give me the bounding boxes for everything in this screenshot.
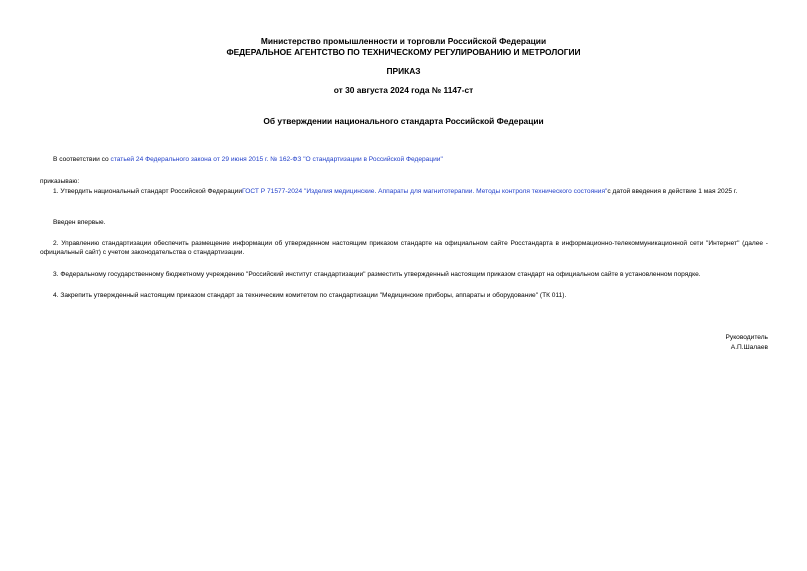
first-introduced-note: Введен впервые. <box>53 219 106 226</box>
preamble-text: В соответствии со <box>53 156 111 163</box>
signature-position: Руководитель <box>725 334 768 341</box>
gost-standard-link[interactable]: ГОСТ Р 71577-2024 "Изделия медицинские. Аппараты для магнитотерапии. Методы контроля технического состояния" <box>242 188 608 195</box>
item-1-text: 1. Утвердить национальный стандарт Российской Федерации <box>53 188 243 195</box>
ministry-name: Министерство промышленности и торговли Российской Федерации <box>260 36 547 46</box>
item-1-paragraph <box>40 187 768 196</box>
signature-name: А.П.Шалаев <box>730 344 768 351</box>
order-word: приказываю: <box>40 178 80 185</box>
item-2-paragraph: 2. Управлению стандартизации обеспечить размещение информации об утвержденном настоящим приказом стандарте на официальном сайте Росстандарта в информационно-телекоммуникационной сети "Интернет" (далее - официальный сайт) с учетом законодательства о стандартизации. <box>40 240 768 256</box>
document-title: Об утверждении национального стандарта Российской Федерации <box>263 116 544 126</box>
document-type: ПРИКАЗ <box>386 66 421 76</box>
federal-law-link[interactable]: статьей 24 Федерального закона от 29 июня 2015 г. № 162-ФЗ "О стандартизации в Российской Федерации" <box>110 156 443 163</box>
item-3-paragraph: 3. Федеральному государственному бюджетному учреждению "Российский институт стандартизации" разместить утвержденный настоящим приказом стандарт на официальном сайте в установленном порядке. <box>53 271 701 278</box>
item-1-effective-date: с датой введения в действие 1 мая 2025 г. <box>607 188 738 195</box>
item-4-paragraph: 4. Закрепить утвержденный настоящим приказом стандарт за техническим комитетом по стандартизации "Медицинские приборы, аппараты и оборудование" (ТК 011). <box>53 292 567 299</box>
document-date-number: от 30 августа 2024 года № 1147-ст <box>333 85 474 95</box>
preamble-paragraph <box>40 155 768 164</box>
agency-name: ФЕДЕРАЛЬНОЕ АГЕНТСТВО ПО ТЕХНИЧЕСКОМУ РЕГУЛИРОВАНИЮ И МЕТРОЛОГИИ <box>226 47 581 57</box>
